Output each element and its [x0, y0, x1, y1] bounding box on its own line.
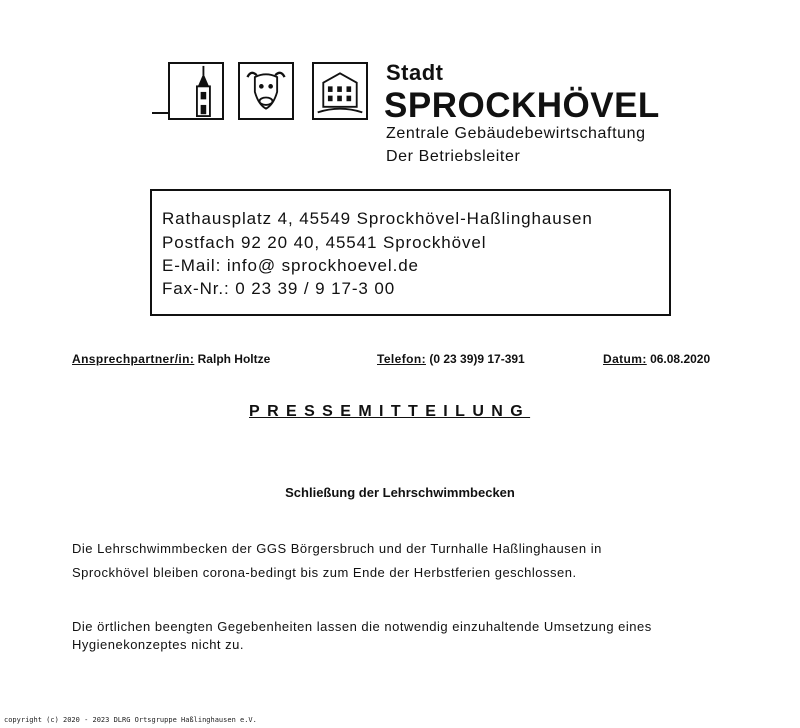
- contact-person: [72, 352, 270, 366]
- paragraph-1-line-1: Die Lehrschwimmbecken der GGS Börgersbruch und der Turnhalle Haßlinghausen in: [72, 541, 602, 556]
- contact-person-value: Ralph Holtze: [197, 352, 271, 366]
- city-prefix: Stadt: [386, 60, 444, 85]
- contact-person-label: Ansprechpartner/in:: [72, 352, 195, 366]
- address-street: Rathausplatz 4, 45549 Sprockhövel-Haßlinghausen: [162, 209, 593, 228]
- paragraph-1-line-2: Sprockhövel bleiben corona-bedingt bis zum Ende der Herbstferien geschlossen.: [72, 565, 577, 580]
- department-name: Zentrale Gebäudebewirtschaftung: [386, 125, 646, 142]
- contact-date: [603, 352, 710, 366]
- contact-date-value: 06.08.2020: [650, 352, 711, 366]
- copyright-notice: copyright (c) 2020 - 2023 DLRG Ortsgruppe Haßlinghausen e.V.: [4, 716, 257, 724]
- contact-date-label: Datum:: [603, 352, 647, 366]
- city-name: SPROCKHÖVEL: [384, 86, 660, 125]
- press-release-heading: PRESSEMITTEILUNG: [249, 403, 531, 420]
- contact-phone-label: Telefon:: [377, 352, 426, 366]
- church-tower-icon: [168, 62, 224, 120]
- contact-phone-value: (0 23 39)9 17-391: [429, 352, 525, 366]
- address-fax: Fax-Nr.: 0 23 39 / 9 17-3 00: [162, 279, 396, 298]
- paragraph-2-line-1: Die örtlichen beengten Gegebenheiten lassen die notwendig einzuhaltende Umsetzung eines: [72, 619, 652, 634]
- address-postbox: Postfach 92 20 40, 45541 Sprockhövel: [162, 233, 487, 252]
- department-role: Der Betriebsleiter: [386, 148, 521, 165]
- building-icon: [312, 62, 368, 120]
- contact-phone: [377, 352, 525, 366]
- paragraph-2-line-2: Hygienekonzeptes nicht zu.: [72, 637, 244, 652]
- press-release-subject: Schließung der Lehrschwimmbecken: [285, 485, 515, 500]
- address-email: E-Mail: info@ sprockhoevel.de: [162, 256, 419, 275]
- bull-head-icon: [238, 62, 294, 120]
